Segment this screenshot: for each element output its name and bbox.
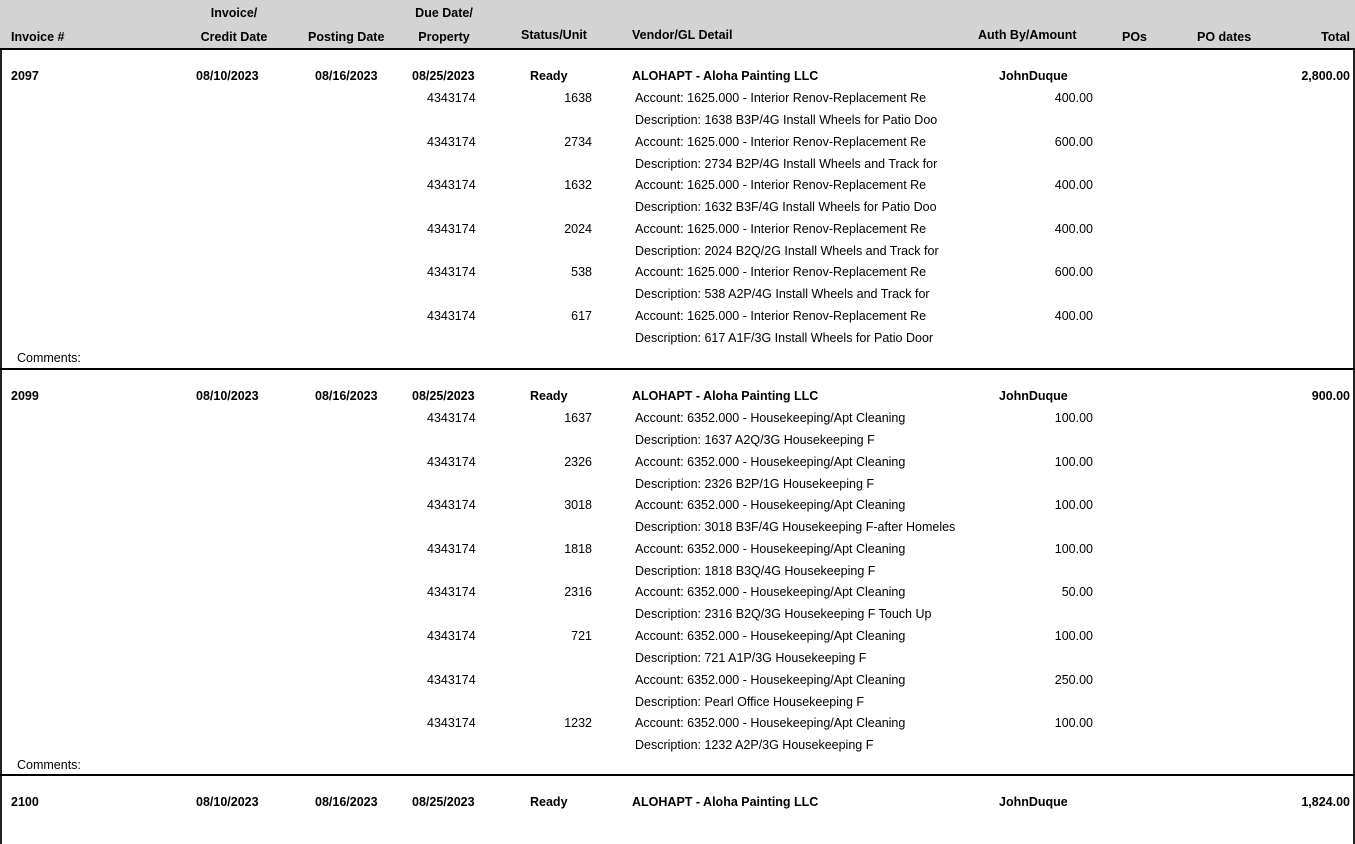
line-description: Description: 3018 B3F/4G Housekeeping F-after Homeles: [635, 520, 956, 535]
line-property: 4343174: [427, 672, 476, 687]
due-date: 08/25/2023: [412, 389, 475, 403]
line-amount: 400.00: [1054, 91, 1093, 105]
due-date: 08/25/2023: [412, 69, 475, 83]
header-invoice-date-line2: Credit Date: [200, 30, 268, 44]
line-property: 4343174: [427, 454, 476, 469]
vendor-name: ALOHAPT - Aloha Painting LLC: [632, 69, 819, 83]
header-auth-amount: Auth By/Amount: [978, 28, 1077, 42]
line-account: Account: 6352.000 - Housekeeping/Apt Cleaning: [635, 672, 906, 687]
line-property: 4343174: [427, 309, 476, 323]
line-amount: 600.00: [1054, 265, 1093, 280]
line-unit: 2316: [564, 585, 592, 600]
line-property: 4343174: [427, 178, 476, 193]
invoice-separator: [0, 774, 1355, 776]
header-posting-date: Posting Date: [308, 30, 385, 44]
line-unit: 1818: [564, 541, 592, 556]
line-amount: 50.00: [1061, 585, 1093, 600]
line-description: Description: 2316 B2Q/3G Housekeeping F Touch Up: [635, 607, 932, 622]
status-ready: Ready: [530, 69, 568, 83]
line-amount: 100.00: [1054, 716, 1093, 731]
status-ready: Ready: [530, 795, 568, 809]
line-account: Account: 1625.000 - Interior Renov-Replacement Re: [635, 265, 927, 280]
vendor-name: ALOHAPT - Aloha Painting LLC: [632, 389, 819, 403]
line-account: Account: 1625.000 - Interior Renov-Replacement Re: [635, 91, 927, 105]
line-property: 4343174: [427, 541, 476, 556]
line-unit: 1232: [564, 716, 592, 731]
header-po-dates: PO dates: [1197, 30, 1252, 44]
line-account: Account: 1625.000 - Interior Renov-Replacement Re: [635, 134, 927, 149]
line-unit: 3018: [564, 498, 592, 513]
line-account: Account: 6352.000 - Housekeeping/Apt Cleaning: [635, 716, 906, 731]
invoice-date: 08/10/2023: [196, 69, 259, 83]
line-description: Description: 2326 B2P/1G Housekeeping F: [635, 476, 875, 491]
line-unit: 2734: [564, 134, 592, 149]
line-amount: 100.00: [1054, 629, 1093, 643]
line-account: Account: 1625.000 - Interior Renov-Replacement Re: [635, 309, 927, 323]
due-date: 08/25/2023: [412, 795, 475, 809]
invoice-separator: [0, 368, 1355, 370]
line-description: Description: 1818 B3Q/4G Housekeeping F: [635, 563, 876, 578]
header-status-unit: Status/Unit: [521, 28, 587, 42]
line-amount: 400.00: [1054, 309, 1093, 323]
header-due-date: Due Date/: [415, 6, 473, 20]
line-account: Account: 6352.000 - Housekeeping/Apt Cleaning: [635, 629, 906, 643]
header-invoice-date-line1: Invoice/: [210, 6, 258, 20]
authorized-by: JohnDuque: [999, 389, 1068, 403]
header-invoice-number: Invoice #: [11, 30, 65, 44]
line-property: 4343174: [427, 134, 476, 149]
line-description: Description: Pearl Office Housekeeping F: [635, 694, 865, 709]
line-description: Description: 1638 B3P/4G Install Wheels for Patio Doo: [635, 113, 938, 127]
line-unit: 2326: [564, 454, 592, 469]
line-property: 4343174: [427, 411, 476, 425]
invoice-number: 2100: [11, 795, 39, 809]
line-description: Description: 617 A1F/3G Install Wheels for Patio Door: [635, 331, 934, 345]
posting-date: 08/16/2023: [315, 389, 378, 403]
line-account: Account: 1625.000 - Interior Renov-Replacement Re: [635, 221, 927, 236]
line-account: Account: 6352.000 - Housekeeping/Apt Cleaning: [635, 411, 906, 425]
line-description: Description: 721 A1P/3G Housekeeping F: [635, 651, 867, 665]
invoice-total: 1,824.00: [1301, 795, 1350, 809]
line-unit: 617: [571, 309, 592, 323]
line-account: Account: 6352.000 - Housekeeping/Apt Cleaning: [635, 454, 906, 469]
line-property: 4343174: [427, 629, 476, 643]
posting-date: 08/16/2023: [315, 795, 378, 809]
invoice-total: 2,800.00: [1301, 69, 1350, 83]
line-property: 4343174: [427, 585, 476, 600]
header-total: Total: [1321, 30, 1350, 44]
invoice-total: 900.00: [1311, 389, 1350, 403]
line-description: Description: 2024 B2Q/2G Install Wheels and Track for: [635, 243, 939, 258]
line-account: Account: 6352.000 - Housekeeping/Apt Cleaning: [635, 585, 906, 600]
line-property: 4343174: [427, 221, 476, 236]
comments-label: Comments:: [17, 350, 81, 365]
authorized-by: JohnDuque: [999, 69, 1068, 83]
line-amount: 100.00: [1054, 498, 1093, 513]
line-amount: 100.00: [1054, 541, 1093, 556]
line-account: Account: 6352.000 - Housekeeping/Apt Cleaning: [635, 541, 906, 556]
posting-date: 08/16/2023: [315, 69, 378, 83]
line-property: 4343174: [427, 91, 476, 105]
line-amount: 100.00: [1054, 411, 1093, 425]
header-property: Property: [418, 30, 470, 44]
line-amount: 400.00: [1054, 221, 1093, 236]
line-account: Account: 6352.000 - Housekeeping/Apt Cleaning: [635, 498, 906, 513]
line-account: Account: 1625.000 - Interior Renov-Replacement Re: [635, 178, 927, 193]
line-amount: 250.00: [1054, 672, 1093, 687]
line-description: Description: 1632 B3F/4G Install Wheels for Patio Doo: [635, 200, 937, 215]
line-unit: 721: [571, 629, 592, 643]
line-unit: 1638: [564, 91, 592, 105]
line-unit: 1632: [564, 178, 592, 193]
invoice-date: 08/10/2023: [196, 389, 259, 403]
vendor-name: ALOHAPT - Aloha Painting LLC: [632, 795, 819, 809]
line-description: Description: 538 A2P/4G Install Wheels and Track for: [635, 287, 930, 302]
line-description: Description: 2734 B2P/4G Install Wheels and Track for: [635, 156, 938, 171]
line-description: Description: 1637 A2Q/3G Housekeeping F: [635, 433, 875, 447]
line-amount: 100.00: [1054, 454, 1093, 469]
comments-label: Comments:: [17, 757, 81, 772]
invoice-date: 08/10/2023: [196, 795, 259, 809]
line-property: 4343174: [427, 265, 476, 280]
header-pos: POs: [1122, 30, 1148, 44]
line-unit: 538: [571, 265, 592, 280]
status-ready: Ready: [530, 389, 568, 403]
line-amount: 600.00: [1054, 134, 1093, 149]
line-property: 4343174: [427, 716, 476, 731]
line-unit: 1637: [564, 411, 592, 425]
line-description: Description: 1232 A2P/3G Housekeeping F: [635, 738, 874, 753]
line-amount: 400.00: [1054, 178, 1093, 193]
column-header: [0, 0, 1355, 48]
line-property: 4343174: [427, 498, 476, 513]
authorized-by: JohnDuque: [999, 795, 1068, 809]
line-unit: 2024: [564, 221, 592, 236]
header-vendor-gl: Vendor/GL Detail: [632, 28, 733, 42]
header-rule: [0, 48, 1355, 50]
invoice-number: 2099: [11, 389, 39, 403]
invoice-number: 2097: [11, 69, 39, 83]
